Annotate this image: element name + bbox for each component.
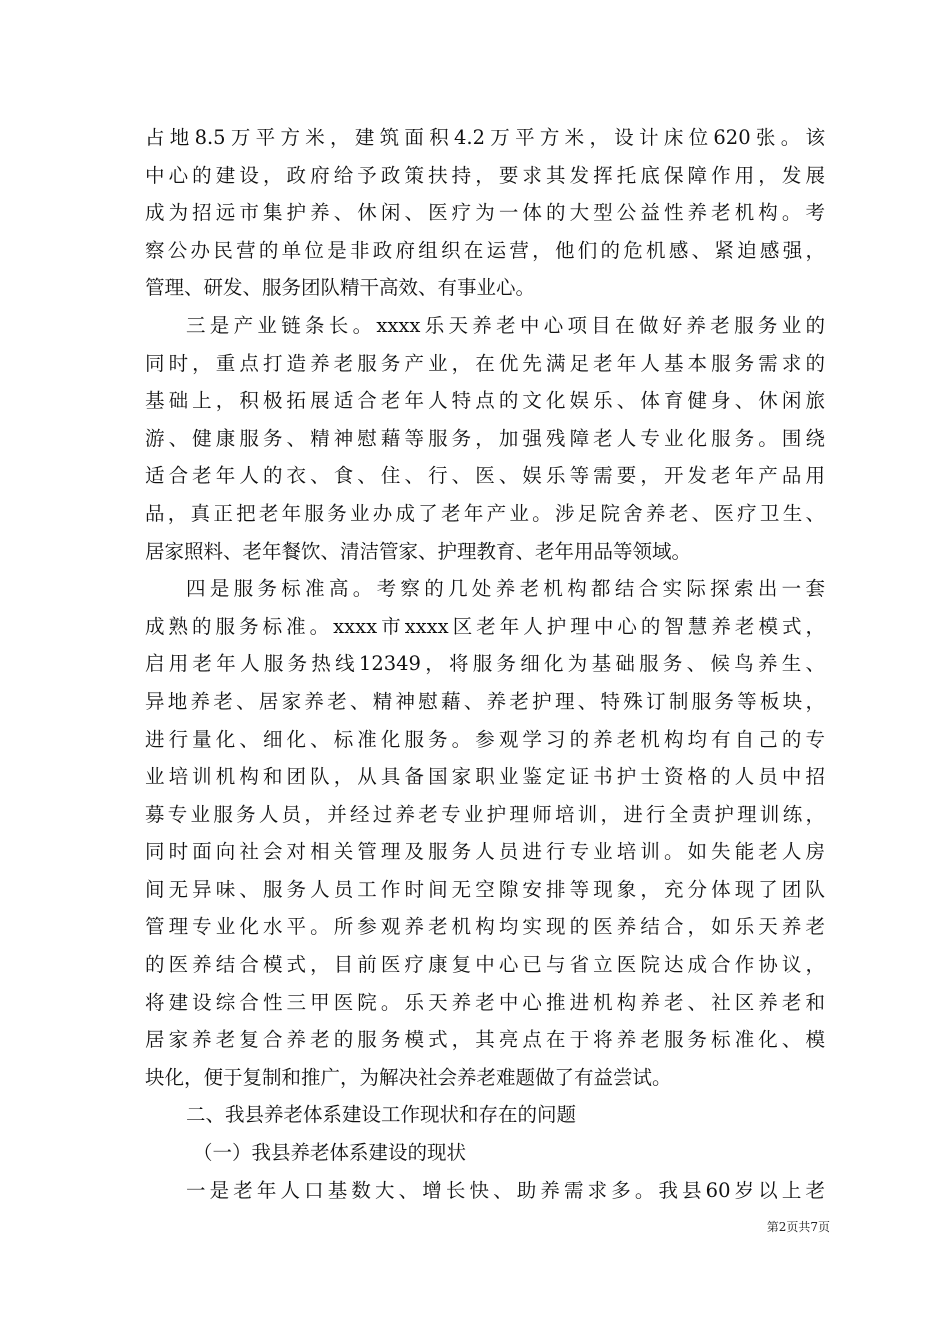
text-line: 成熟的服务标准。xxxx市xxxx区老年人护理中心的智慧养老模式，	[145, 614, 825, 638]
text-line: 将建设综合性三甲医院。乐天养老中心推进机构养老、社区养老和	[145, 990, 825, 1014]
text-line: 占地8.5万平方米，建筑面积4.2万平方米，设计床位620张。该	[145, 126, 825, 149]
text-line: 募专业服务人员，并经过养老专业护理师培训，进行全责护理训练，	[145, 802, 825, 826]
text-line: 进行量化、细化、标准化服务。参观学习的养老机构均有自己的专	[145, 727, 825, 751]
text-line: 居家养老复合养老的服务模式，其亮点在于将养老服务标准化、模	[145, 1028, 825, 1052]
text-line: 成为招远市集护养、休闲、医疗为一体的大型公益性养老机构。考	[145, 201, 825, 225]
text-line: 业培训机构和团队，从具备国家职业鉴定证书护士资格的人员中招	[145, 765, 825, 789]
text-line: （一）我县养老体系建设的现状	[193, 1141, 467, 1165]
text-line: 管理、研发、服务团队精干高效、有事业心。	[145, 276, 536, 300]
text-line: 异地养老、居家养老、精神慰藉、养老护理、特殊订制服务等板块，	[145, 689, 825, 713]
text-line: 游、健康服务、精神慰藉等服务，加强残障老人专业化服务。围绕	[145, 426, 825, 450]
page-number: 第2页共7页	[766, 1220, 830, 1234]
body-text	[145, 119, 825, 1209]
text-line: 察公办民营的单位是非政府组织在运营，他们的危机感、紧迫感强，	[145, 238, 825, 262]
text-line: 居家照料、老年餐饮、清洁管家、护理教育、老年用品等领域。	[145, 539, 692, 563]
text-line: 品，真正把老年服务业办成了老年产业。涉足院舍养老、医疗卫生、	[145, 501, 825, 525]
text-line: 适合老年人的衣、食、住、行、医、娱乐等需要，开发老年产品用	[145, 464, 825, 488]
text-line: 三是产业链条长。xxxx乐天养老中心项目在做好养老服务业的	[186, 313, 825, 337]
text-line: 的医养结合模式，目前医疗康复中心已与省立医院达成合作协议，	[145, 953, 825, 977]
text-line: 同时，重点打造养老服务产业，在优先满足老年人基本服务需求的	[145, 351, 825, 375]
text-line: 中心的建设，政府给予政策扶持，要求其发挥托底保障作用，发展	[145, 163, 825, 187]
text-line: 四是服务标准高。考察的几处养老机构都结合实际探索出一套	[186, 577, 825, 601]
text-line: 二、我县养老体系建设工作现状和存在的问题	[186, 1103, 577, 1127]
text-line: 同时面向社会对相关管理及服务人员进行专业培训。如失能老人房	[145, 840, 825, 864]
text-line: 间无异味、服务人员工作时间无空隙安排等现象，充分体现了团队	[145, 877, 825, 901]
text-line: 基础上，积极拓展适合老年人特点的文化娱乐、体育健身、休闲旅	[145, 389, 825, 413]
text-line: 一是老年人口基数大、增长快、助养需求多。我县60岁以上老	[186, 1178, 825, 1202]
text-line: 启用老年人服务热线12349，将服务细化为基础服务、候鸟养生、	[145, 652, 825, 676]
text-line: 块化，便于复制和推广，为解决社会养老难题做了有益尝试。	[145, 1065, 672, 1089]
text-line: 管理专业化水平。所参观养老机构均实现的医养结合，如乐天养老	[145, 915, 825, 939]
